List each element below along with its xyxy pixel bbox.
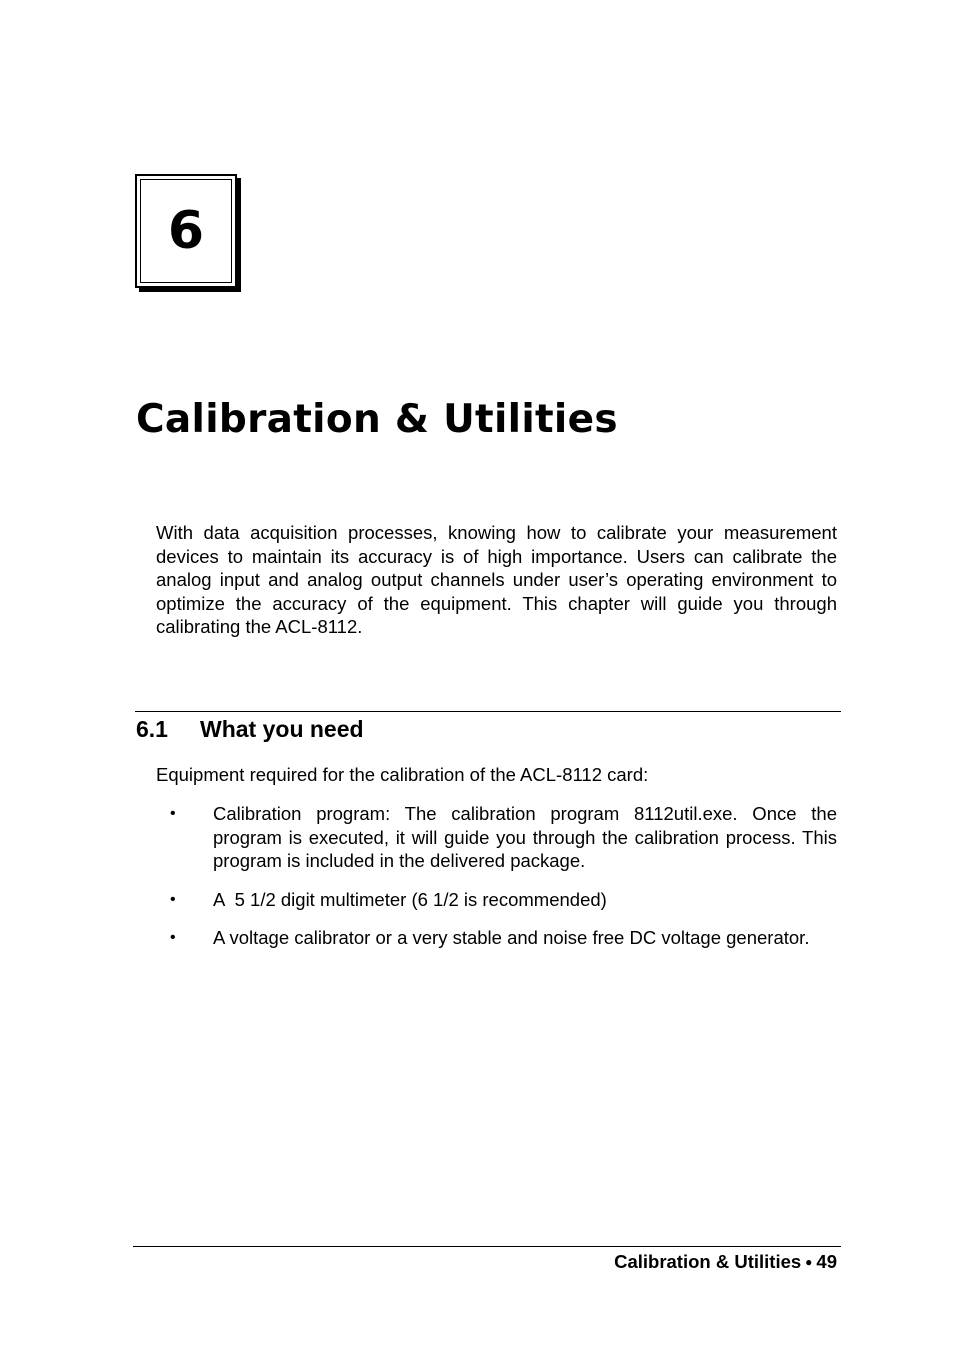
- list-item: [170, 926, 837, 950]
- section-lead-text: Equipment required for the calibration of the ACL-8112 card:: [156, 764, 649, 785]
- bullet-icon: •: [170, 805, 176, 822]
- section-heading: [136, 714, 364, 744]
- list-item: [170, 802, 837, 873]
- page-footer: [614, 1250, 837, 1274]
- footer-title: Calibration & Utilities: [614, 1251, 802, 1272]
- list-item-text: A 5 1/2 digit multimeter (6 1/2 is recommended): [213, 888, 607, 910]
- footer-divider: [133, 1246, 841, 1247]
- page-number: 49: [816, 1251, 837, 1272]
- chapter-number-frame: [140, 179, 232, 283]
- list-item: [170, 888, 837, 912]
- section-divider: [135, 711, 841, 712]
- chapter-title: Calibration & Utilities: [136, 397, 618, 442]
- intro-paragraph: With data acquisition processes, knowing how to calibrate your measurement devices to maintain its accuracy is of high importance. Users can calibrate the analog input and analog output channels under user’s operating environment to optimize the accuracy of the equipment. This chapter will guide you through calibrating the ACL-8112.: [156, 522, 837, 638]
- equipment-list: [170, 802, 837, 965]
- footer-separator-icon: ●: [805, 1255, 813, 1269]
- chapter-number-box: [135, 174, 237, 288]
- chapter-number: 6: [167, 201, 205, 261]
- list-item-text: Calibration program: The calibration program 8112util.exe. Once the program is executed, it will guide you through the calibration process. This program is included in the delivered package.: [213, 803, 837, 872]
- list-item-text: A voltage calibrator or a very stable and noise free DC voltage generator.: [213, 927, 810, 949]
- bullet-icon: •: [170, 929, 176, 947]
- bullet-icon: •: [170, 890, 176, 908]
- section-title: What you need: [200, 716, 364, 742]
- section-number: 6.1: [136, 716, 168, 742]
